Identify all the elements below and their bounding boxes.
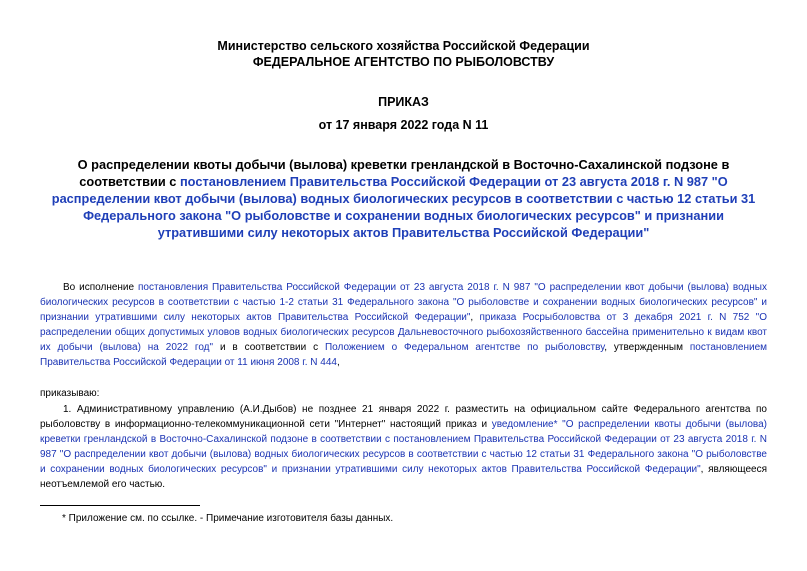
document-type: ПРИКАЗ [378,95,429,109]
document-date-number: от 17 января 2022 года N 11 [318,118,489,132]
paragraph-order-word: приказываю: [40,388,100,399]
title-link-government-decree-987[interactable]: постановлением Правительства Российской Федерации от 23 августа 2018 г. N 987 "О распределении квот добычи (вылова) водных биологических ресурсов в соответствии с частью 12 статьи 31 Федерального закона "О рыболовстве и сохранении водных биологических ресурсов" и признании утратившими силу некоторых актов Правительства Российской Федерации" [51,174,756,240]
link-government-decree-444[interactable]: постановлением Правительства Российской Федерации от 11 июня 2008 г. N 444 [40,342,768,368]
item-1-text-2: , являющееся неотъемлемой его частью. [40,464,768,490]
preamble-text-5: , [336,357,340,368]
paragraph-preamble [40,280,767,370]
footnote-divider [40,505,200,506]
link-notification[interactable]: уведомление* "О распределении квоты добычи (вылова) креветки гренландской в Восточно-Сахалинской подзоне в соответствии с постановлением Правительства Российской Федерации от 23 августа 2018 г. N 987 "О распределении квот добычи (вылова) водных биологических ресурсов в соответствии с частью 12 статьи 31 Федерального закона "О рыболовстве и сохранении водных биологических ресурсов" и признании утратившими силу некоторых актов Правительства Российской Федерации" [40,419,767,475]
agency-name: ФЕДЕРАЛЬНОЕ АГЕНТСТВО ПО РЫБОЛОВСТВУ [252,55,555,69]
paragraph-item-1 [40,402,767,492]
preamble-text-2: , [470,312,480,323]
item-1-text-1: 1. Административному управлению (А.И.Дыбов) не позднее 21 января 2022 г. разместить на официальном сайте Федерального агентства по рыболовству в информационно-телекоммуникационной сети "Интернет" настоящий приказ и [40,404,767,430]
link-agency-regulation[interactable]: Положением о Федеральном агентстве по рыболовству [324,342,605,353]
link-government-decree-987[interactable]: постановления Правительства Российской Федерации от 23 августа 2018 г. N 987 "О распределении квот добычи (вылова) водных биологических ресурсов в соответствии с частью 1-2 статьи 31 Федерального закона "О рыболовстве и сохранении водных биологических ресурсов" и признании утратившими силу некоторых актов Правительства Российской Федерации" [40,282,767,323]
ministry-name: Министерство сельского хозяйства Российской Федерации [217,39,590,53]
document-title [40,156,767,241]
footnote: * Приложение см. по ссылке. - Примечание изготовителя базы данных. [62,513,394,524]
title-text: О распределении квоты добычи (вылова) креветки гренландской в Восточно-Сахалинской подзоне в соответствии с [77,157,730,189]
link-rosrybolovstvo-order-752[interactable]: приказа Росрыболовства от 3 декабря 2021 г. N 752 "О распределении общих допустимых уловов водных биологических ресурсов Дальневосточного рыбохозяйственного бассейна применительно к видам квот их добычи (вылова) на 2022 год" [40,312,768,353]
preamble-text-1: Во исполнение [63,282,139,293]
preamble-text-3: и в соответствии с [213,342,325,353]
preamble-text-4: , утвержденным [604,342,690,353]
